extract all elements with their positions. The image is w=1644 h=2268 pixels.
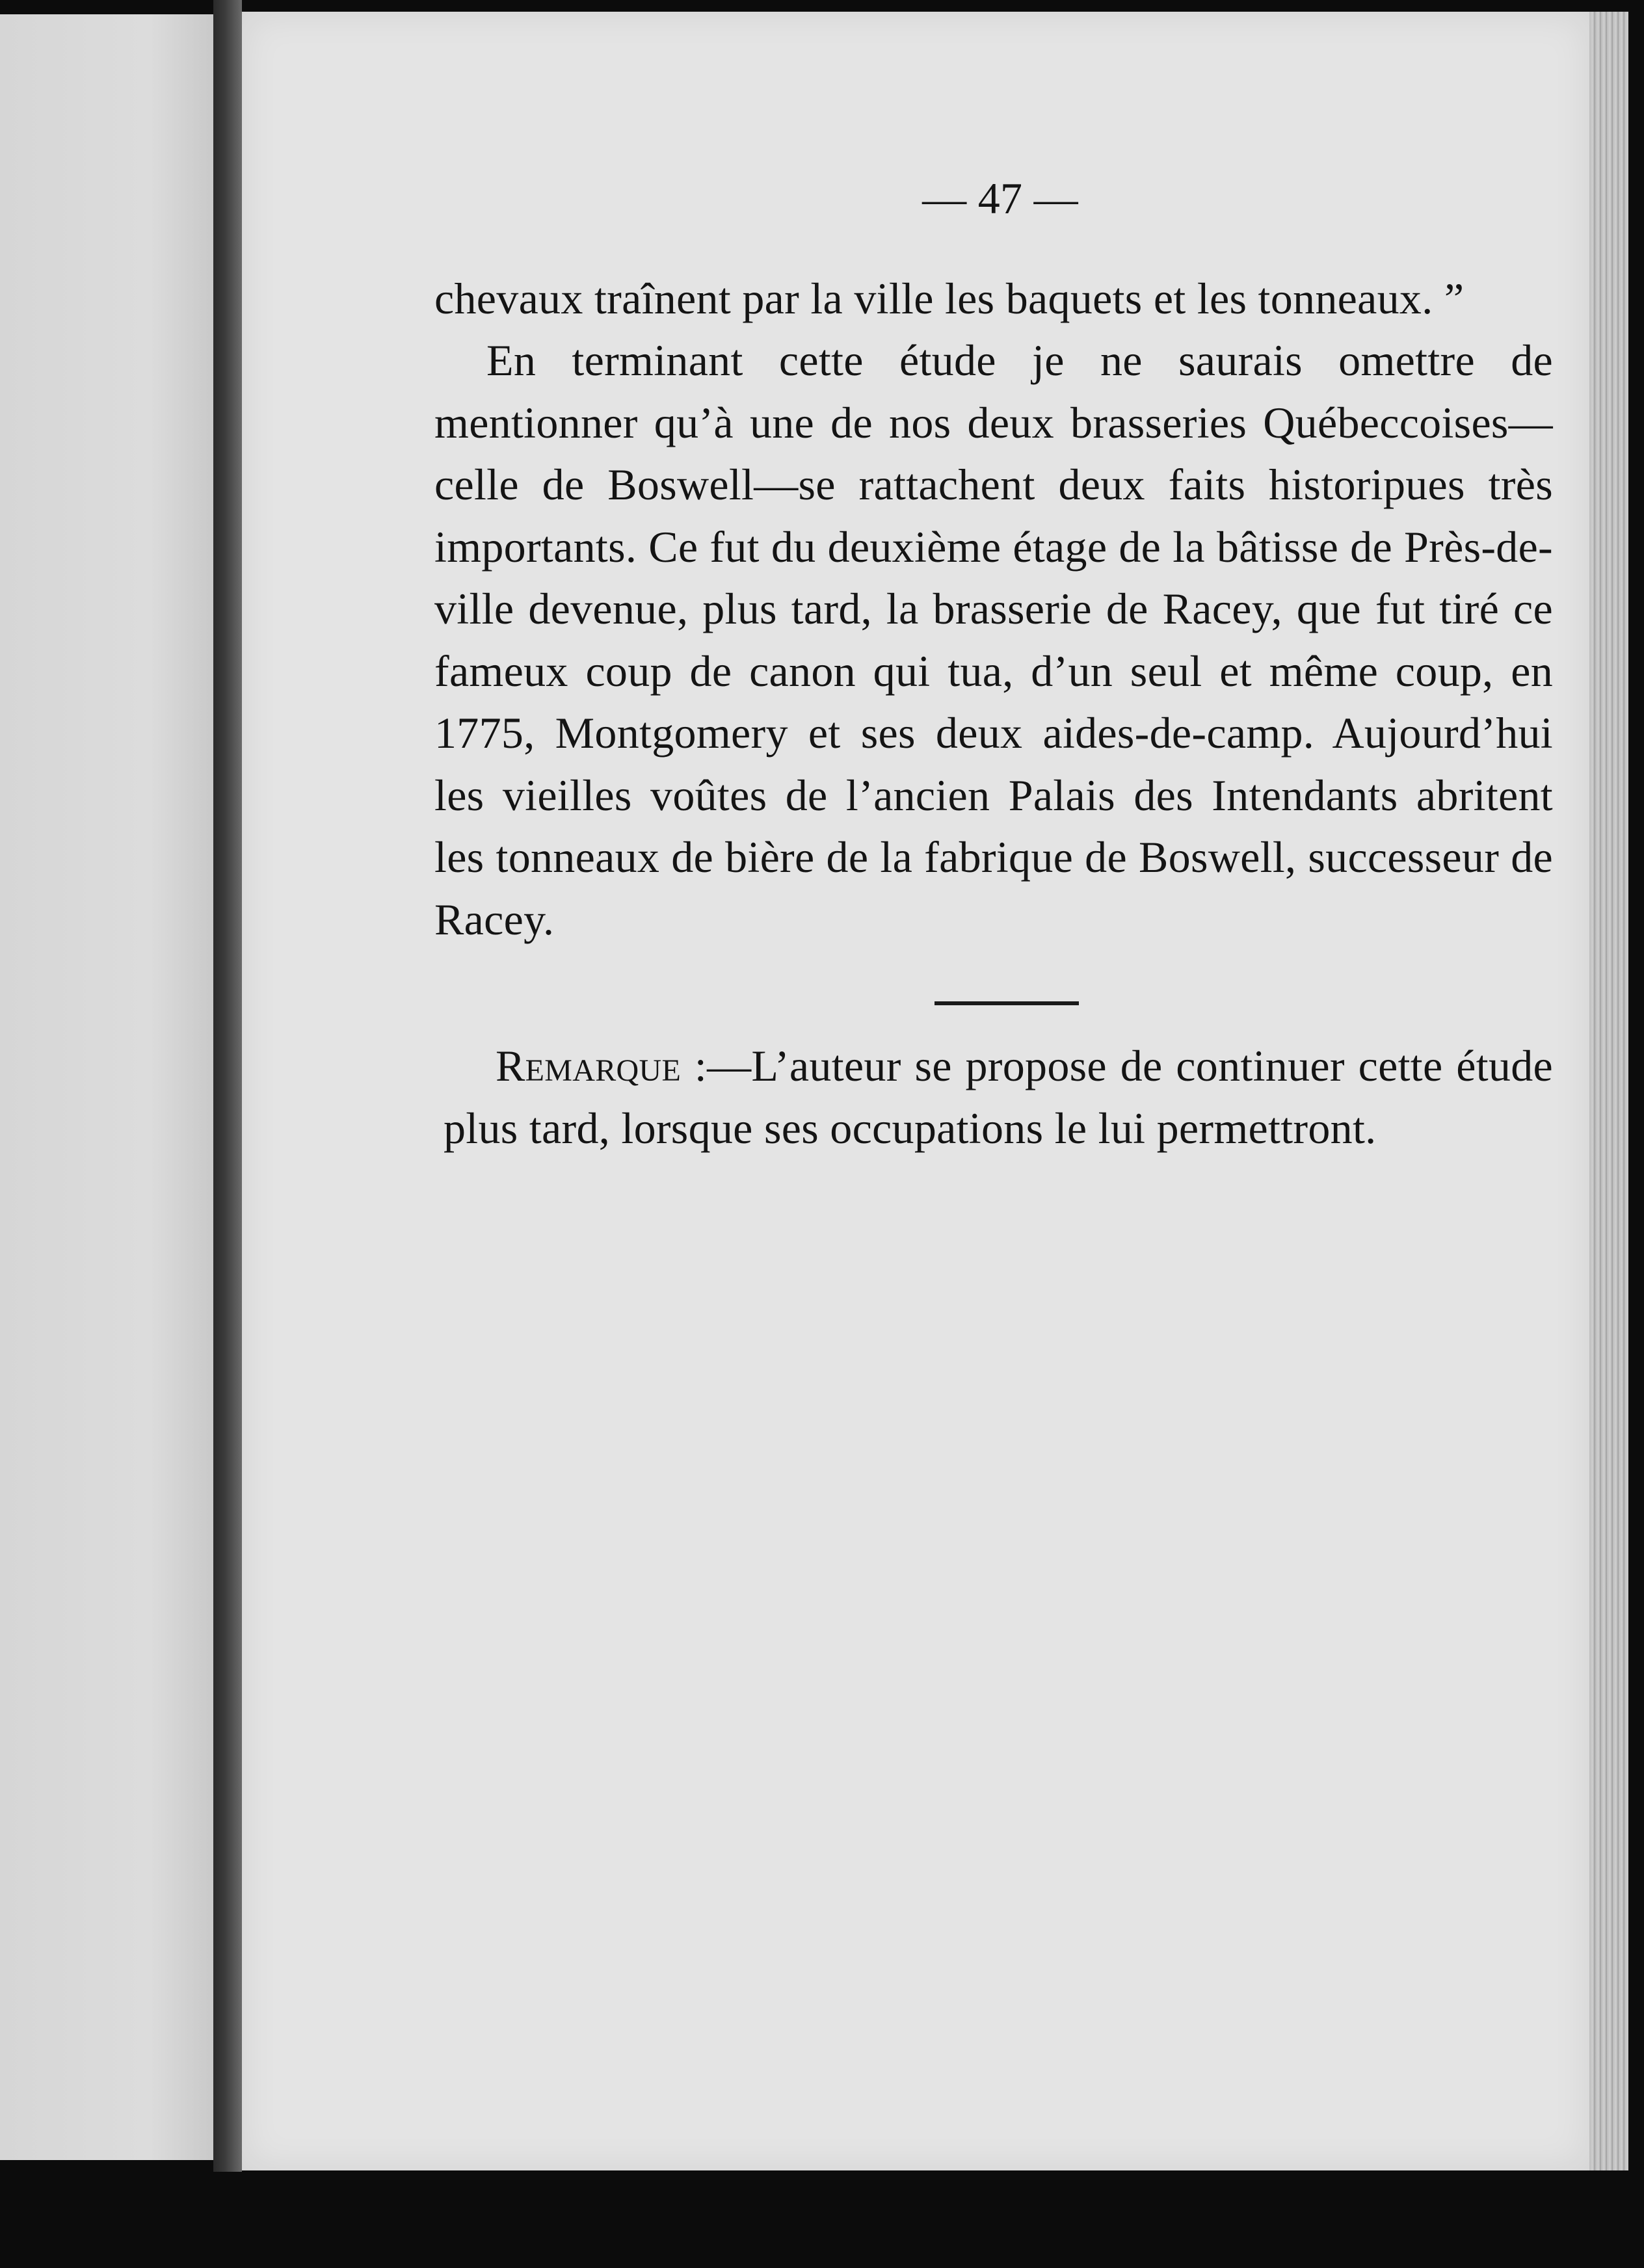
book-page — [242, 12, 1589, 2170]
separator-rule — [935, 1001, 1079, 1005]
remark-note — [434, 1035, 1553, 1159]
facing-page-edge — [0, 14, 213, 2160]
page-text — [434, 168, 1553, 1159]
paragraph-continuation: chevaux traînent par la ville les baquets et les tonneaux. ” — [434, 273, 1465, 323]
page-stack-edge — [1589, 12, 1628, 2170]
remark-text: :—L’auteur se propose de continuer cette étude plus tard, lorsque ses occupations le lui permettront. — [444, 1041, 1553, 1153]
paragraph-main: En terminant cette étude je ne saurais omettre de mentionner qu’à une de nos deux brasseries Québeccoises—celle de Boswell—se rattachent deux faits historipues très importants. Ce fut du deuxième étage de la bâtisse de Près-de-ville devenue, plus tard, la brasserie de Racey, que fut tiré ce fameux coup de canon qui tua, d’un seul et même coup, en 1775, Montgomery et ses deux aides-de-camp. Aujourd’hui les vieilles voûtes de l’ancien Palais des Intendants abritent les tonneaux de bière de la fabrique de Boswell, successeur de Racey. — [434, 336, 1553, 944]
remark-label: Remarque — [496, 1041, 682, 1090]
page-number: — 47 — — [922, 174, 1078, 223]
book-gutter — [213, 0, 242, 2172]
